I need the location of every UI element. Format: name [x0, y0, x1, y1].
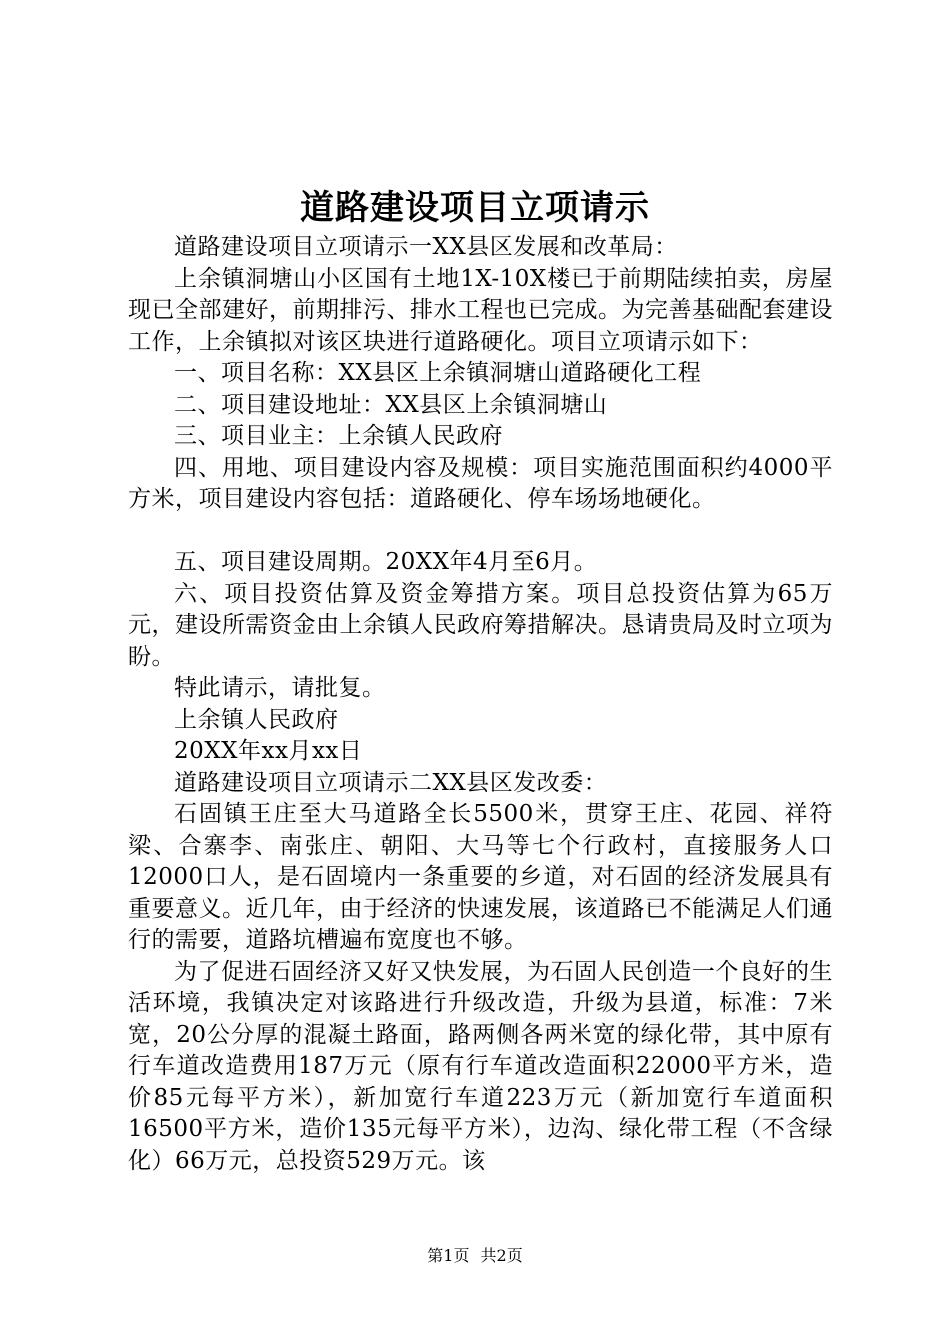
paragraph: 三、项目业主：上余镇人民政府 [174, 423, 503, 449]
page-total: 共2页 [480, 1246, 523, 1265]
paragraph: 一、项目名称：XX县区上余镇洞塘山道路硬化工程 [174, 360, 702, 386]
page-number: 第1页 [427, 1246, 470, 1265]
signature-org: 上余镇人民政府 [174, 706, 339, 733]
paragraph: 为了促进石固经济又好又快发展，为石固人民创造一个良好的生活环境，我镇决定对该路进行升级改造，升级为县道，标准：7米宽，20公分厚的混凝土路面，路两侧各两米宽的绿化带，其中原有行车道改造费用187万元（原有行车道改造面积22000平方米，造价85元每平方米），新加宽行车道223万元（新加宽行车道面积16500平方米，造价135元每平方米），边沟、绿化带工程（不含绿化）66万元，总投资529万元。该 [128, 958, 833, 1174]
paragraph: 特此请示，请批复。 [174, 675, 386, 701]
paragraph: 二、项目建设地址：XX县区上余镇洞塘山 [174, 391, 608, 418]
paragraph: 四、用地、项目建设内容及规模：项目实施范围面积约4000平方米，项目建设内容包括：道路硬化、停车场场地硬化。 [128, 454, 833, 512]
signature-date: 20XX年xx月xx日 [174, 738, 363, 764]
paragraph: 上余镇洞塘山小区国有土地1X-10X楼已于前期陆续拍卖，房屋现已全部建好，前期排污、排水工程也已完成。为完善基础配套建设工作，上余镇拟对该区块进行道路硬化。项目立项请示如下： [128, 265, 833, 355]
document-title: 道路建设项目立项请示 [300, 188, 650, 228]
document-body [128, 232, 833, 1177]
page-footer [0, 1245, 950, 1267]
paragraph: 六、项目投资估算及资金筹措方案。项目总投资估算为65万元，建设所需资金由上余镇人民政府筹措解决。恳请贵局及时立项为盼。 [128, 580, 833, 670]
paragraph: 石固镇王庄至大马道路全长5500米，贯穿王庄、花园、祥符梁、合寨李、南张庄、朝阳、大马等七个行政村，直接服务人口12000口人，是石固境内一条重要的乡道，对石固的经济发展具有重要意义。近几年，由于经济的快速发展，该道路已不能满足人们通行的需要，道路坑槽遍布宽度也不够。 [128, 801, 833, 953]
paragraph: 道路建设项目立项请示二XX县区发改委： [174, 769, 608, 796]
paragraph: 五、项目建设周期。20XX年4月至6月。 [174, 549, 598, 575]
paragraph: 道路建设项目立项请示一XX县区发展和改革局： [174, 234, 678, 260]
